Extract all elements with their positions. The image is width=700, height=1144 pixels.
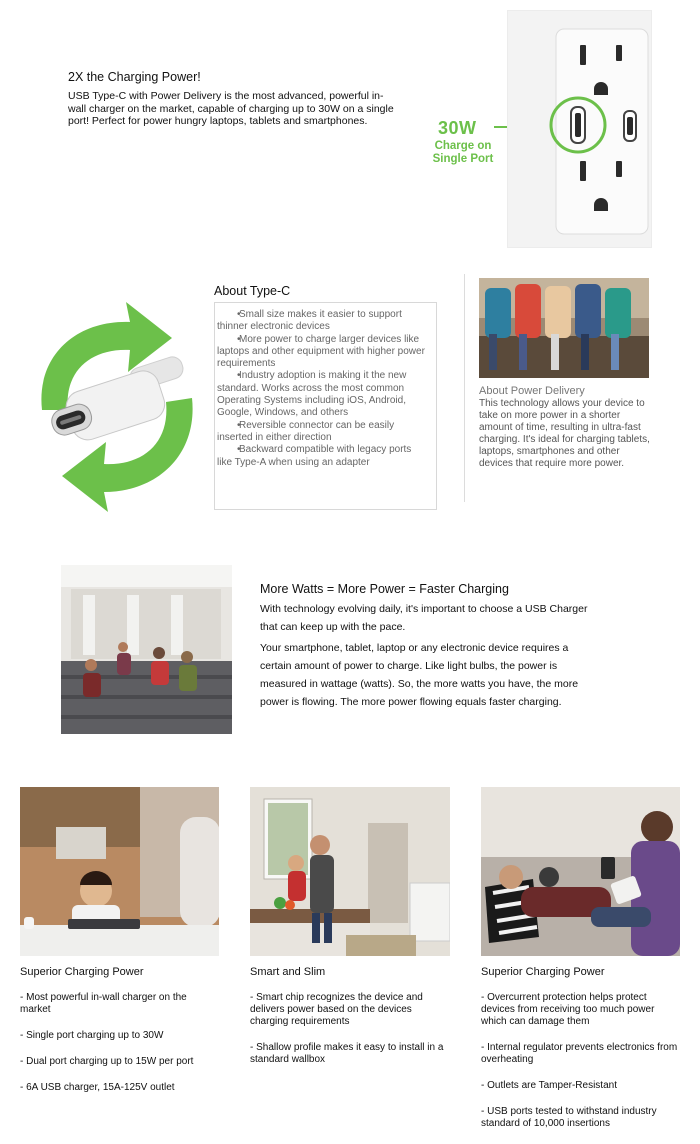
feature-list-charging-power: [20, 992, 220, 1108]
list-item: - USB ports tested to withstand industry standard of 10,000 insertions: [481, 1106, 657, 1129]
hero-title: 2X the Charging Power!: [68, 70, 201, 84]
feature-list-protection: [481, 992, 681, 1144]
list-item: • Small size makes it easier to support thinner electronic devices: [239, 309, 426, 334]
callout-watts: 30W: [438, 118, 477, 138]
list-item: • More power to charge larger devices like laptops and other equipment with higher power requirements: [239, 334, 426, 371]
feature-list-smart-slim: [250, 992, 450, 1080]
list-item: • Backward compatible with legacy ports like Type-A when using an adapter: [239, 444, 426, 469]
list-item: - 6A USB charger, 15A-125V outlet: [20, 1082, 175, 1093]
list-item: - Single port charging up to 30W: [20, 1030, 164, 1041]
list-item: - Dual port charging up to 15W per port: [20, 1056, 194, 1067]
couple-on-couch-photo: [481, 787, 680, 956]
more-watts-paragraph-1: With technology evolving daily, it's important to choose a USB Charger that can keep up with the pace.: [260, 603, 588, 633]
usb-c-outlet-image: [507, 10, 652, 248]
more-watts-paragraph-2: Your smartphone, tablet, laptop or any electronic device requires a certain amount of power to charge. Like light bulbs, the power is measured in wattage (watts). So, the more watts you have, the more power is flowing. The more power flowing equals faster charging.: [260, 642, 579, 708]
feature-title-smart-slim: Smart and Slim: [250, 966, 326, 978]
about-power-delivery-text: This technology allows your device to take on more power in a shorter amount of time, resulting in ultra-fast charging. It's ideal for charging tablets, laptops, smartphones and other devices that require more power.: [479, 398, 650, 470]
list-item: - Shallow profile makes it easy to install in a standard wallbox: [250, 1042, 444, 1065]
more-watts-title: More Watts = More Power = Faster Charging: [260, 582, 509, 596]
feature-title-charging-power: Superior Charging Power: [20, 966, 144, 978]
list-item: - Internal regulator prevents electronics from overheating: [481, 1042, 678, 1065]
hero-description: USB Type-C with Power Delivery is the most advanced, powerful in-wall charger on the market, capable of charging up to 30W on a single port! Perfect for power hungry laptops, tablets and smartphones.: [68, 90, 394, 128]
child-with-tablet-photo: [20, 787, 219, 956]
family-in-kitchen-photo: [250, 787, 450, 956]
atrium-students-photo: [61, 565, 232, 734]
type-c-connector-graphic: [28, 298, 206, 516]
list-item: - Most powerful in-wall charger on the market: [20, 992, 187, 1015]
about-power-delivery-title: About Power Delivery: [479, 385, 585, 397]
column-divider: [464, 274, 465, 502]
callout-text: Charge on Single Port: [432, 140, 494, 165]
list-item: • Reversible connector can be easily inserted in either direction: [239, 420, 426, 445]
feature-title-protection: Superior Charging Power: [481, 966, 605, 978]
list-item: - Smart chip recognizes the device and delivers power based on the devices charging requirements: [250, 992, 423, 1027]
about-type-c-list: [214, 302, 437, 510]
list-item: - Outlets are Tamper-Resistant: [481, 1080, 617, 1091]
list-item: - Overcurrent protection helps protect devices from receiving too much power which can damage them: [481, 992, 655, 1027]
list-item: • Industry adoption is making it the new standard. Works across the most common Operating Systems including iOS, Android, Google, Windows, and others: [239, 370, 426, 419]
people-on-phones-photo: [479, 278, 649, 378]
about-type-c-title: About Type-C: [214, 284, 291, 298]
